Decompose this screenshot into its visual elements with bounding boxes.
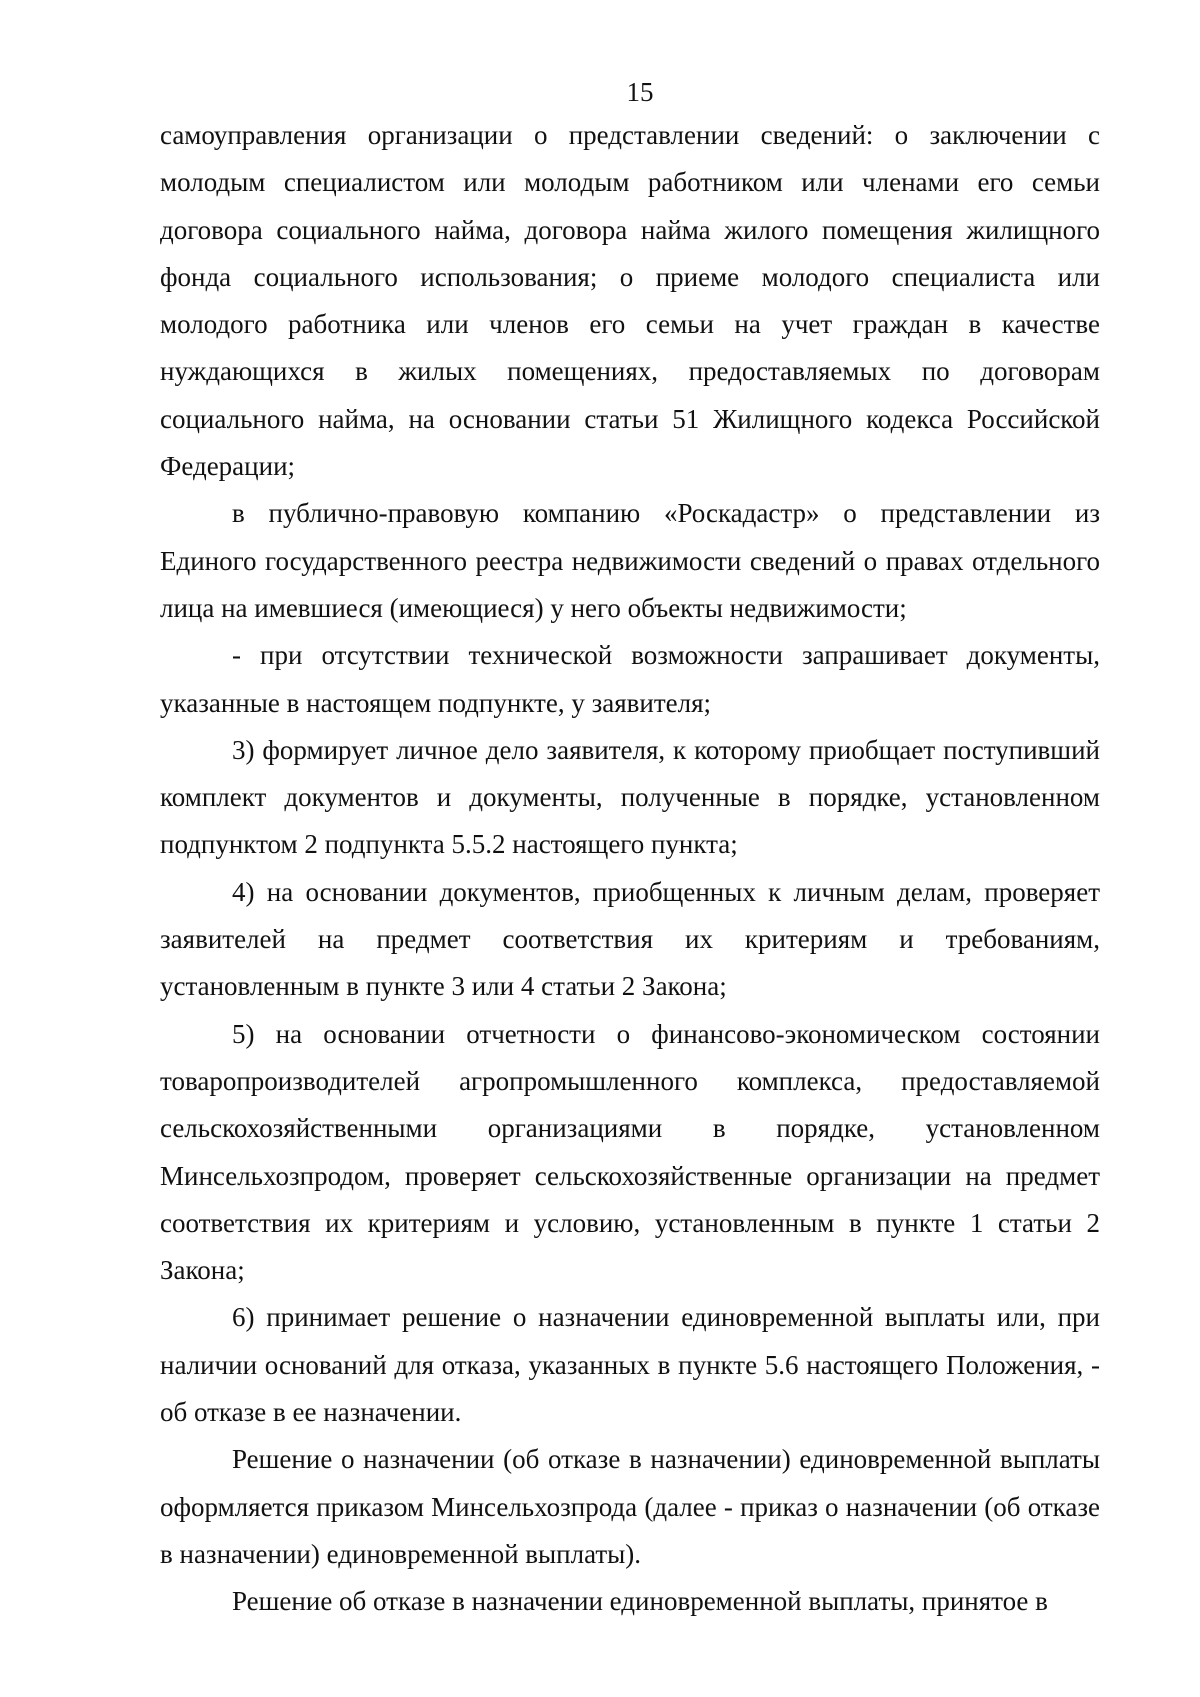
paragraph-item-3: 3) формирует личное дело заявителя, к которому приобщает поступивший комплект документов и документы, полученные в порядке, установленном подпунктом 2 подпункта 5.5.2 настоящего пункта; [160, 734, 1100, 860]
paragraph-roskadastr-request: в публично-правовую компанию «Роскадастр» о представлении из Единого государственного реестра недвижимости сведений о правах отдельного лица на имевшиеся (имеющиеся) у него объекты недвижимости; [160, 498, 1100, 623]
paragraph-no-technical-possibility: - при отсутствии технической возможности запрашивает документы, указанные в настоящем подпункте, у заявителя; [160, 640, 1100, 718]
page-number: 15 [626, 77, 654, 107]
paragraph-item-4: 4) на основании документов, приобщенных к личным делам, проверяет заявителей на предмет соответствия их критериям и требованиям, установленным в пункте 3 или 4 статьи 2 Закона; [160, 876, 1100, 1002]
paragraph-refusal-decision: Решение об отказе в назначении единовременной выплаты, принятое в [232, 1586, 1048, 1617]
paragraph-item-5: 5) на основании отчетности о финансово-экономическом состоянии товаропроизводителей агропромышленного комплекса, предоставляемой сельскохозяйственными организациями в порядке, установленном Минсельхозпродом, проверяет сельскохозяйственные организации на предмет соответствия их критериям и условию, установленным в пункте 1 статьи 2 Закона; [160, 1018, 1100, 1286]
paragraph-continuation: самоуправления организации о представлении сведений: о заключении с молодым специалистом или молодым работником или членами его семьи договора социального найма, договора найма жилого помещения жилищного фонда социального использования; о приеме молодого специалиста или молодого работника или членов его семьи на учет граждан в качестве нуждающихся в жилых помещениях, предоставляемых по договорам социального найма, на основании статьи 51 Жилищного кодекса Российской Федерации; [160, 120, 1100, 482]
document-body [160, 112, 1100, 1626]
paragraph-decision-order: Решение о назначении (об отказе в назначении) единовременной выплаты оформляется приказом Минсельхозпрода (далее - приказ о назначении (об отказе в назначении) единовременной выплаты). [160, 1444, 1100, 1569]
paragraph-item-6: 6) принимает решение о назначении единовременной выплаты или, при наличии оснований для отказа, указанных в пункте 5.6 настоящего Положения, - об отказе в ее назначении. [160, 1302, 1100, 1428]
